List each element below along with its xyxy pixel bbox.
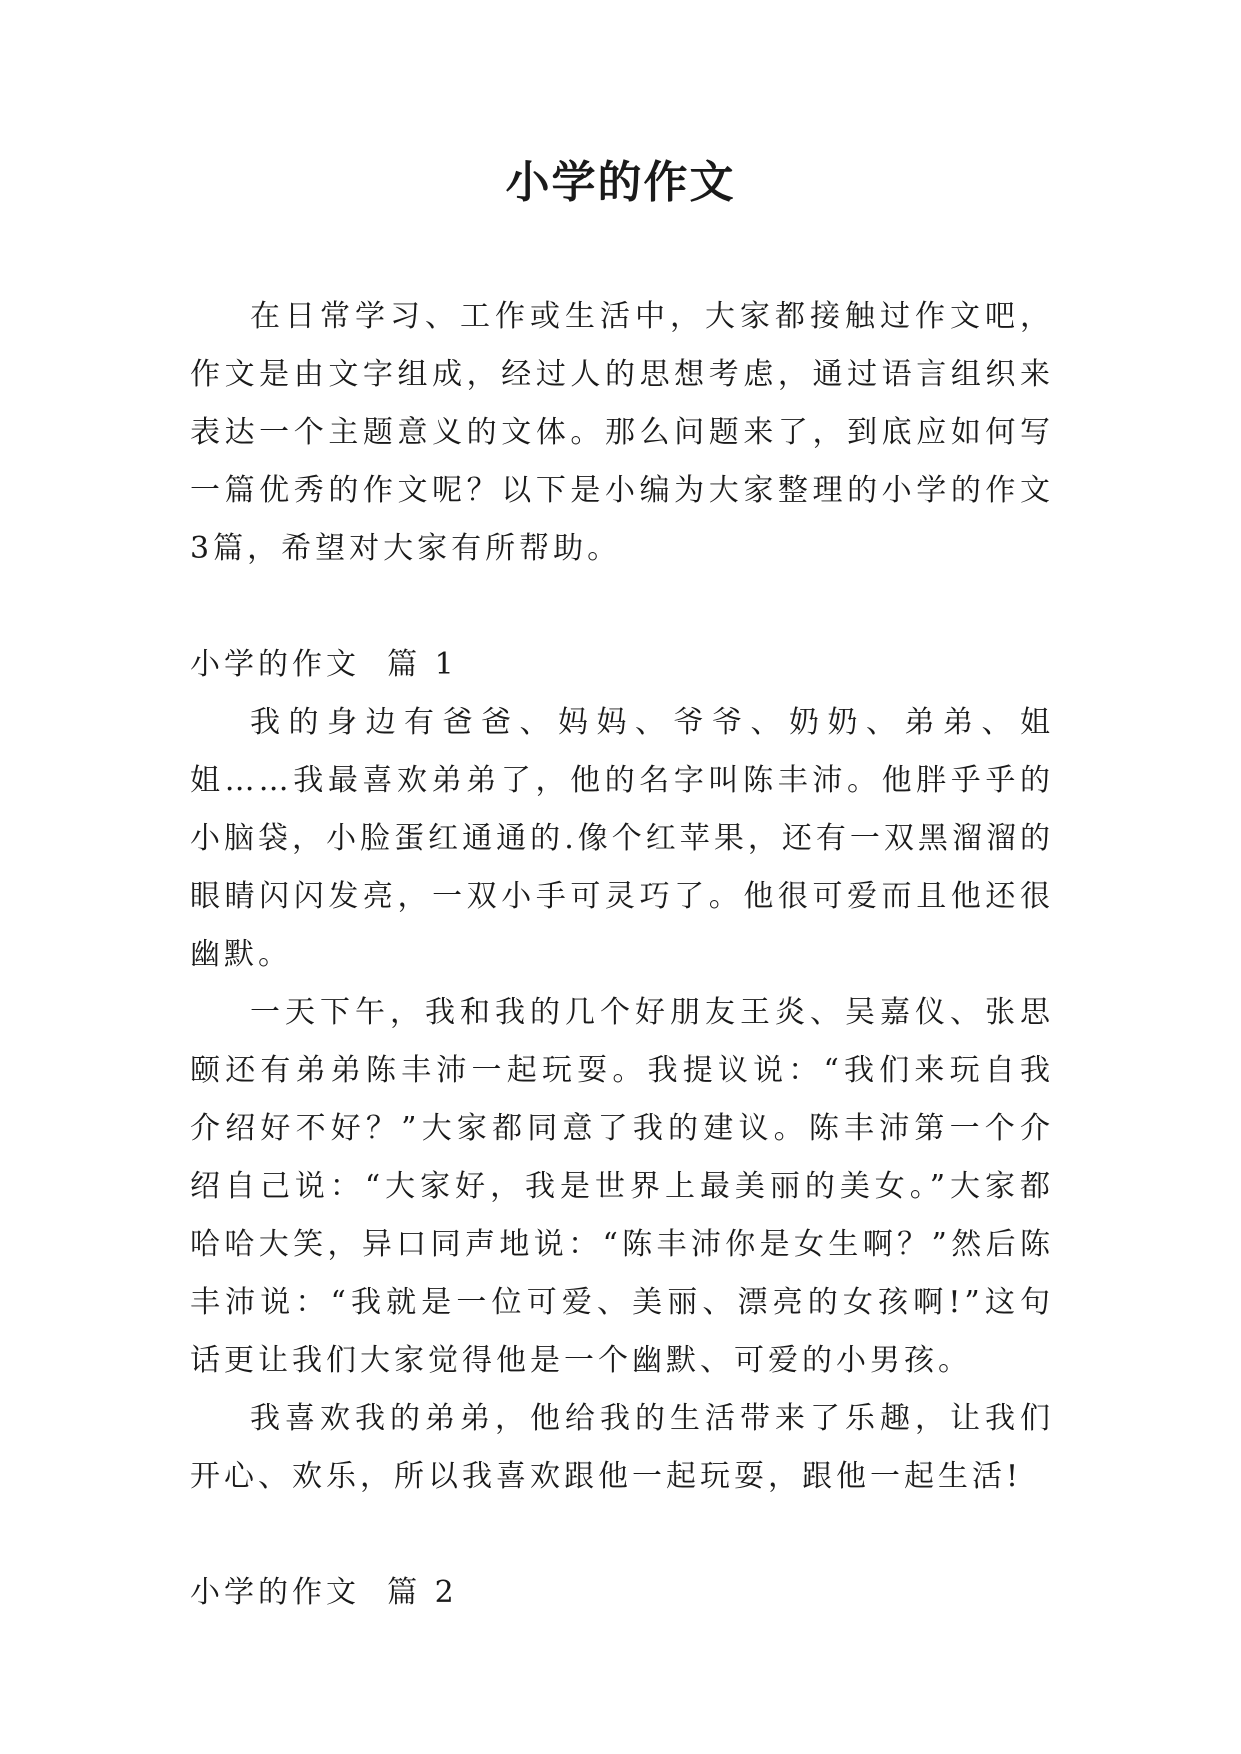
section-heading-1: 小学的作文 篇 1 <box>190 647 458 682</box>
document-body <box>190 288 1054 1622</box>
section-1-paragraph-1: 我的身边有爸爸、妈妈、爷爷、奶奶、弟弟、姐姐……我最喜欢弟弟了，他的名字叫陈丰沛。他胖乎乎的小脑袋，小脸蛋红通通的.像个红苹果，还有一双黑溜溜的眼睛闪闪发亮，一双小手可灵巧了。他很可爱而且他还很幽默。 <box>190 705 1054 972</box>
section-heading-2: 小学的作文 篇 2 <box>190 1575 458 1610</box>
intro-paragraph: 在日常学习、工作或生活中，大家都接触过作文吧，作文是由文字组成，经过人的思想考虑，通过语言组织来表达一个主题意义的文体。那么问题来了，到底应如何写一篇优秀的作文呢？以下是小编为大家整理的小学的作文3篇，希望对大家有所帮助。 <box>190 299 1054 566</box>
section-1-paragraph-3: 我喜欢我的弟弟，他给我的生活带来了乐趣，让我们开心、欢乐，所以我喜欢跟他一起玩耍，跟他一起生活! <box>190 1401 1054 1494</box>
document-title: 小学的作文 <box>505 157 736 208</box>
section-1-paragraph-2: 一天下午，我和我的几个好朋友王炎、吴嘉仪、张思颐还有弟弟陈丰沛一起玩耍。我提议说：“我们来玩自我介绍好不好？”大家都同意了我的建议。陈丰沛第一个介绍自己说：“大家好，我是世界上最美丽的美女。”大家都哈哈大笑，异口同声地说：“陈丰沛你是女生啊？”然后陈丰沛说：“我就是一位可爱、美丽、漂亮的女孩啊!”这句话更让我们大家觉得他是一个幽默、可爱的小男孩。 <box>190 995 1054 1378</box>
section-spacer <box>190 1506 1054 1564</box>
section-spacer <box>190 578 1054 636</box>
